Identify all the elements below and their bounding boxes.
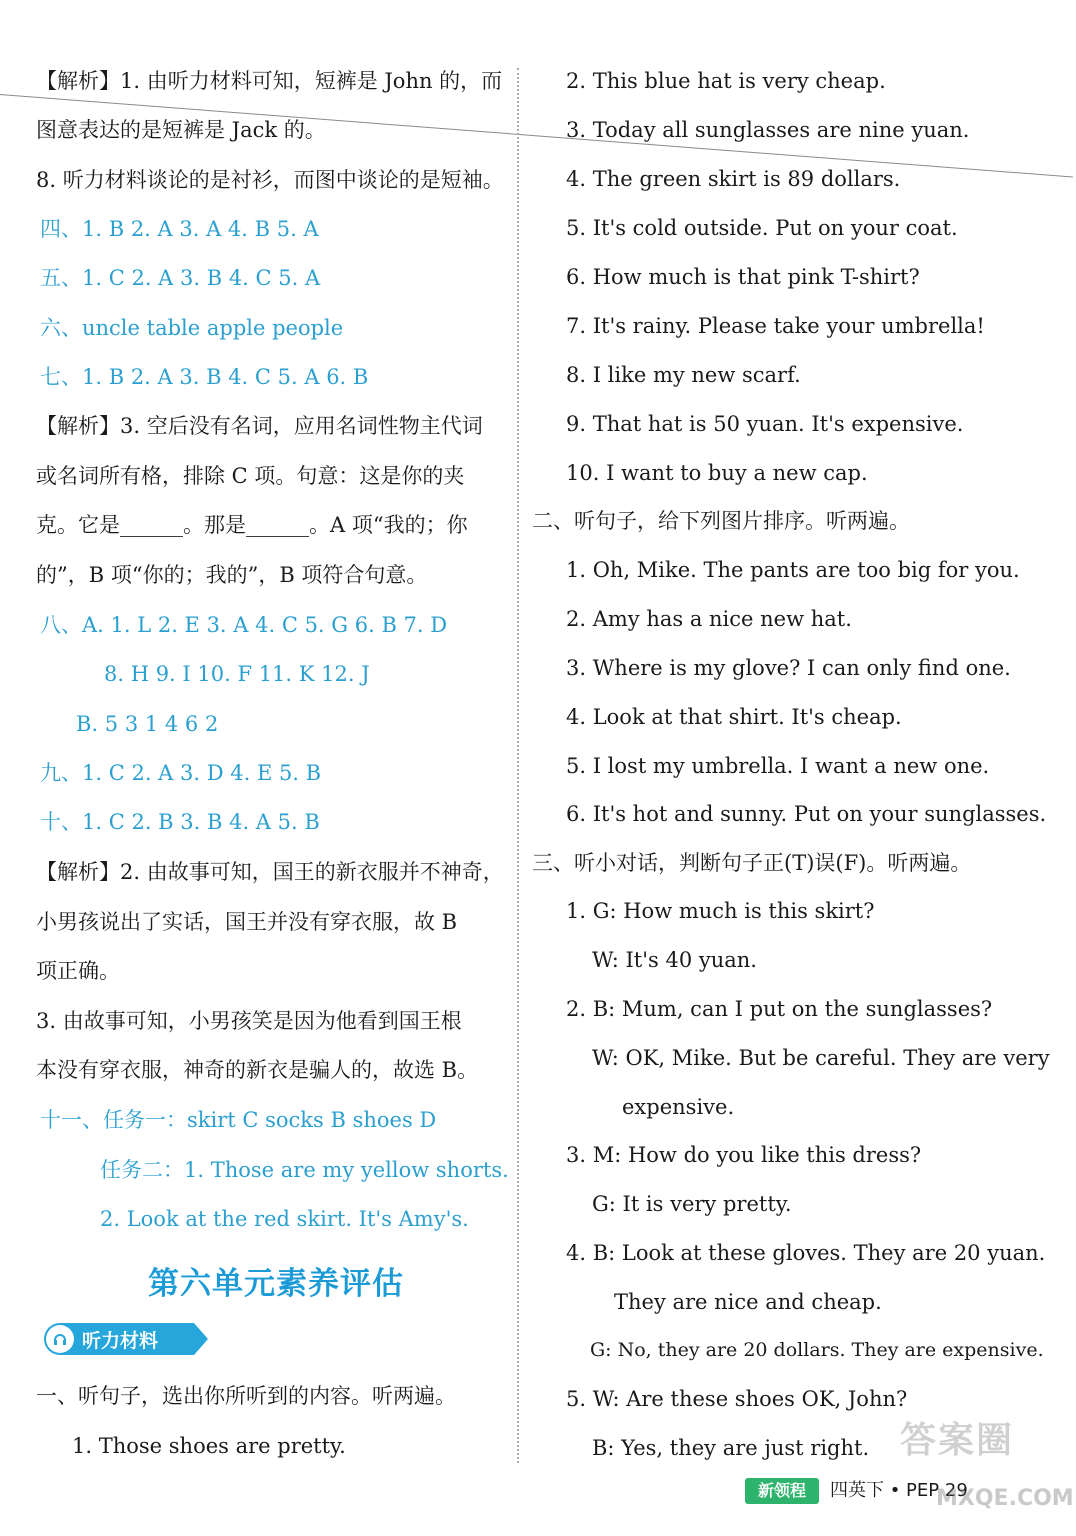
answer-line: 九、1. C 2. A 3. D 4. E 5. B xyxy=(40,761,322,785)
headphone-icon xyxy=(53,1332,67,1346)
text-line: expensive. xyxy=(622,1095,735,1119)
text-line: 的”，B 项“你的；我的”，B 项符合句意。 xyxy=(36,563,428,587)
page-info: 四英下 • PEP 29 xyxy=(830,1480,968,1501)
text-line: 小男孩说出了实话，国王并没有穿衣服，故 B xyxy=(36,910,458,934)
text-line: 三、听小对话，判断句子正(T)误(F)。听两遍。 xyxy=(532,851,972,875)
text-line: 8. I like my new scarf. xyxy=(566,363,801,387)
text-line: 7. It's rainy. Please take your umbrella! xyxy=(566,314,985,338)
text-line: 4. Look at that shirt. It's cheap. xyxy=(566,705,902,729)
text-line: 3. 由故事可知，小男孩笑是因为他看到国王根 xyxy=(36,1009,462,1033)
text-line: 6. It's hot and sunny. Put on your sunglasses. xyxy=(566,802,1047,826)
text-line: 【解析】1. 由听力材料可知，短裤是 John 的，而 xyxy=(36,69,503,93)
brand-logo: 新领程 xyxy=(745,1478,819,1504)
answer-line: 五、1. C 2. A 3. B 4. C 5. A xyxy=(40,266,321,290)
answer-line: 六、uncle table apple people xyxy=(40,316,344,340)
text-line: 8. 听力材料谈论的是衬衫，而图中谈论的是短袖。 xyxy=(36,168,504,192)
text-line: 【解析】3. 空后没有名词，应用名词性物主代词 xyxy=(36,414,483,438)
text-line: G: It is very pretty. xyxy=(592,1192,792,1216)
text-line: 4. The green skirt is 89 dollars. xyxy=(566,167,901,191)
answer-line: 十、1. C 2. B 3. B 4. A 5. B xyxy=(40,810,320,834)
text-line: 本没有穿衣服，神奇的新衣是骗人的，故选 B。 xyxy=(36,1058,479,1082)
column-divider xyxy=(517,68,519,1463)
listening-material-tag xyxy=(44,1323,204,1355)
text-line: 【解析】2. 由故事可知，国王的新衣服并不神奇， xyxy=(36,860,504,884)
text-line: They are nice and cheap. xyxy=(614,1290,882,1314)
answer-line: 8. H 9. I 10. F 11. K 12. J xyxy=(104,662,370,686)
text-line: 10. I want to buy a new cap. xyxy=(566,461,868,485)
text-line: 9. That hat is 50 yuan. It's expensive. xyxy=(566,412,964,436)
watermark-logo: 答案圈 xyxy=(900,1420,1015,1461)
text-line: W: OK, Mike. But be careful. They are very xyxy=(592,1046,1050,1070)
watermark-site: MXQE.COM xyxy=(936,1486,1074,1511)
text-line: 5. I lost my umbrella. I want a new one. xyxy=(566,754,990,778)
text-line: 或名词所有格，排除 C 项。句意：这是你的夹 xyxy=(36,464,465,488)
answer-line: 七、1. B 2. A 3. B 4. C 5. A 6. B xyxy=(40,365,369,389)
text-line: 5. W: Are these shoes OK, John? xyxy=(566,1387,908,1411)
answer-line: B. 5 3 1 4 6 2 xyxy=(76,712,219,736)
text-line: 一、听句子，选出你所听到的内容。听两遍。 xyxy=(36,1384,456,1408)
answer-line: 四、1. B 2. A 3. A 4. B 5. A xyxy=(40,217,319,241)
text-line: 2. B: Mum, can I put on the sunglasses? xyxy=(566,997,993,1021)
text-line: 3. Where is my glove? I can only find one. xyxy=(566,656,1011,680)
text-line: 6. How much is that pink T-shirt? xyxy=(566,265,920,289)
text-line: 1. Those shoes are pretty. xyxy=(72,1434,346,1458)
answer-line: 十一、任务一：skirt C socks B shoes D xyxy=(40,1108,437,1132)
tag-label: 听力材料 xyxy=(82,1330,159,1352)
text-line: 4. B: Look at these gloves. They are 20 yuan. xyxy=(566,1241,1046,1265)
answer-line: 2. Look at the red skirt. It's Amy's. xyxy=(100,1207,469,1231)
text-line: B: Yes, they are just right. xyxy=(592,1436,870,1460)
answer-line: 任务二：1. Those are my yellow shorts. xyxy=(100,1158,509,1182)
text-line: 5. It's cold outside. Put on your coat. xyxy=(566,216,958,240)
text-line: 3. Today all sunglasses are nine yuan. xyxy=(566,118,970,142)
text-line: 二、听句子，给下列图片排序。听两遍。 xyxy=(532,509,910,533)
answer-line: 八、A. 1. L 2. E 3. A 4. C 5. G 6. B 7. D xyxy=(40,613,448,637)
text-line: W: It's 40 yuan. xyxy=(592,948,757,972)
text-line: 2. This blue hat is very cheap. xyxy=(566,69,886,93)
text-line: 1. G: How much is this skirt? xyxy=(566,899,875,923)
section-title: 第六单元素养评估 xyxy=(148,1266,404,1302)
text-line: 3. M: How do you like this dress? xyxy=(566,1143,922,1167)
text-line: 克。它是______。那是______。A 项“我的；你 xyxy=(36,513,468,537)
text-line: 项正确。 xyxy=(36,959,120,983)
text-line: G: No, they are 20 dollars. They are expensive. xyxy=(590,1339,1044,1361)
text-line: 图意表达的是短裤是 Jack 的。 xyxy=(36,118,326,142)
text-line: 1. Oh, Mike. The pants are too big for you. xyxy=(566,558,1020,582)
text-line: 2. Amy has a nice new hat. xyxy=(566,607,852,631)
